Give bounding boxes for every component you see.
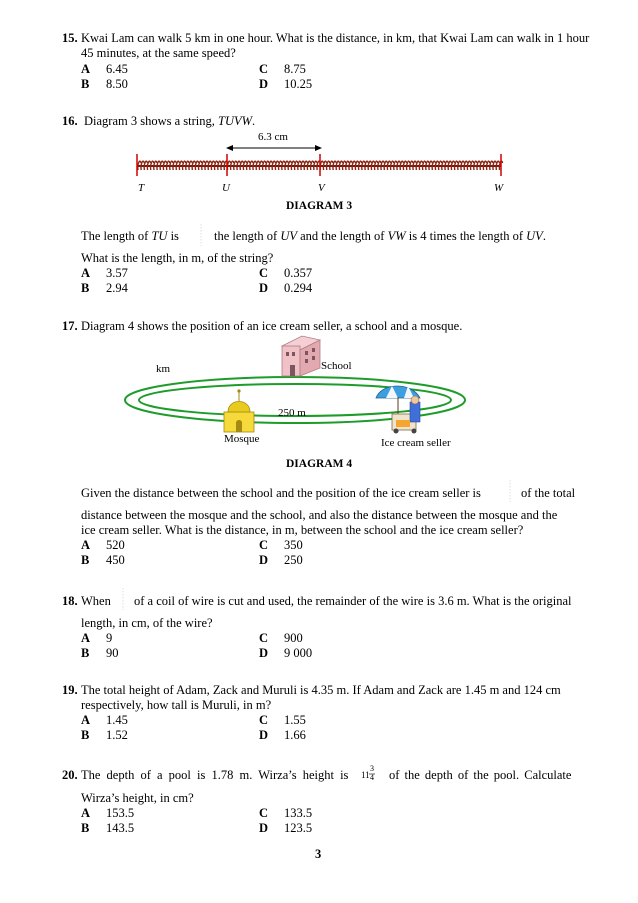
option-text: 520 — [106, 538, 125, 552]
diagram-caption: DIAGRAM 3 — [286, 200, 353, 212]
fraction-bar — [369, 773, 376, 775]
option-letter: D — [259, 821, 269, 835]
question-text: of a coil of wire is cut and used, the remainder of the wire is 3.6 m. What is the original — [134, 594, 572, 608]
mosque-label: Mosque — [224, 433, 260, 445]
option-letter: D — [259, 553, 269, 567]
question-text: The length of TU is — [81, 229, 179, 243]
question-number: 15. — [62, 31, 78, 45]
school-label: School — [321, 360, 352, 372]
option-letter: B — [81, 77, 90, 91]
option-letter: D — [259, 728, 269, 742]
option-letter: A — [81, 538, 91, 552]
mixed-number-whole: 11 — [361, 770, 370, 780]
option-letter: A — [81, 713, 91, 727]
option-letter: C — [259, 713, 269, 727]
point-label-V: V — [318, 182, 325, 194]
question-text: When — [81, 594, 111, 608]
question-text: Diagram 3 shows a string, TUVW. — [84, 114, 256, 128]
option-text: 900 — [284, 631, 303, 645]
option-text: 3.57 — [106, 266, 128, 280]
option-letter: A — [81, 631, 91, 645]
question-text: Given the distance between the school and the position of the ice cream seller is — [81, 486, 481, 500]
question-text: Wirza’s height, in cm? — [81, 791, 194, 805]
question-number: 16. — [62, 114, 78, 128]
ice-cream-seller — [376, 386, 420, 434]
point-label-W: W — [494, 182, 504, 194]
option-letter: B — [81, 281, 90, 295]
page-number: 3 — [315, 847, 322, 861]
option-text: 6.45 — [106, 62, 128, 76]
question-text: of the depth of the pool. Calculate — [389, 768, 572, 782]
option-text: 2.94 — [106, 281, 128, 295]
option-text: 143.5 — [106, 821, 135, 835]
option-text: 350 — [284, 538, 303, 552]
option-letter: B — [81, 646, 90, 660]
question-text: Diagram 4 shows the position of an ice cream seller, a school and a mosque. — [81, 319, 463, 333]
option-text: 1.52 — [106, 728, 128, 742]
mosque-building — [224, 389, 254, 432]
question-text: the length of UV and the length of VW is 4 times the length of UV. — [214, 229, 546, 243]
option-text: 1.55 — [284, 713, 306, 727]
fraction-placeholder — [508, 480, 512, 502]
seller-label: Ice cream seller — [381, 437, 451, 449]
option-text: 0.357 — [284, 266, 313, 280]
mixed-number-numerator: 3 — [370, 764, 374, 773]
option-letter: B — [81, 728, 90, 742]
option-text: 9 000 — [284, 646, 313, 660]
option-letter: C — [259, 631, 269, 645]
question-text: length, in cm, of the wire? — [81, 616, 213, 630]
option-text: 10.25 — [284, 77, 313, 91]
fraction-placeholder — [121, 588, 125, 610]
option-text: 1.45 — [106, 713, 128, 727]
mixed-number-denominator: 4 — [370, 773, 374, 782]
option-letter: D — [259, 281, 269, 295]
option-letter: A — [81, 266, 91, 280]
question-number: 18. — [62, 594, 78, 608]
option-text: 90 — [106, 646, 119, 660]
question-text: The depth of a pool is 1.78 m. Wirza’s height is — [81, 768, 349, 782]
question-text: The total height of Adam, Zack and Muruli is 4.35 m. If Adam and Zack are 1.45 m and 124 cm — [81, 683, 561, 697]
option-text: 450 — [106, 553, 125, 567]
question-text: Kwai Lam can walk 5 km in one hour. What is the distance, in km, that Kwai Lam can walk in 1 hour — [81, 31, 590, 45]
option-text: 123.5 — [284, 821, 313, 835]
distance-label: 250 m — [278, 407, 306, 419]
option-letter: B — [81, 553, 90, 567]
question-number: 20. — [62, 768, 78, 782]
option-text: 9 — [106, 631, 113, 645]
option-letter: C — [259, 266, 269, 280]
question-number: 19. — [62, 683, 78, 697]
point-label-U: U — [222, 182, 230, 194]
option-text: 8.50 — [106, 77, 128, 91]
option-text: 133.5 — [284, 806, 313, 820]
option-letter: A — [81, 62, 91, 76]
school-building — [282, 336, 320, 376]
option-letter: C — [259, 538, 269, 552]
option-letter: D — [259, 646, 269, 660]
question-text: distance between the mosque and the school, and also the distance between the mosque and the — [81, 508, 558, 522]
measure-label: 6.3 cm — [258, 131, 288, 143]
question-number: 17. — [62, 319, 78, 333]
option-text: 250 — [284, 553, 303, 567]
question-text: ice cream seller. What is the distance, in m, between the school and the ice cream seller? — [81, 523, 524, 537]
option-text: 1.66 — [284, 728, 306, 742]
question-text: What is the length, in m, of the string? — [81, 251, 274, 265]
question-text: 45 minutes, at the same speed? — [81, 46, 236, 60]
km-label: km — [156, 363, 171, 375]
option-text: 0.294 — [284, 281, 313, 295]
option-letter: D — [259, 77, 269, 91]
option-letter: C — [259, 806, 269, 820]
question-text: respectively, how tall is Muruli, in m? — [81, 698, 272, 712]
option-letter: B — [81, 821, 90, 835]
option-text: 8.75 — [284, 62, 306, 76]
point-label-T: T — [138, 182, 145, 194]
option-text: 153.5 — [106, 806, 135, 820]
diagram-caption: DIAGRAM 4 — [286, 458, 353, 470]
option-letter: A — [81, 806, 91, 820]
option-letter: C — [259, 62, 269, 76]
question-text: of the total — [521, 486, 576, 500]
